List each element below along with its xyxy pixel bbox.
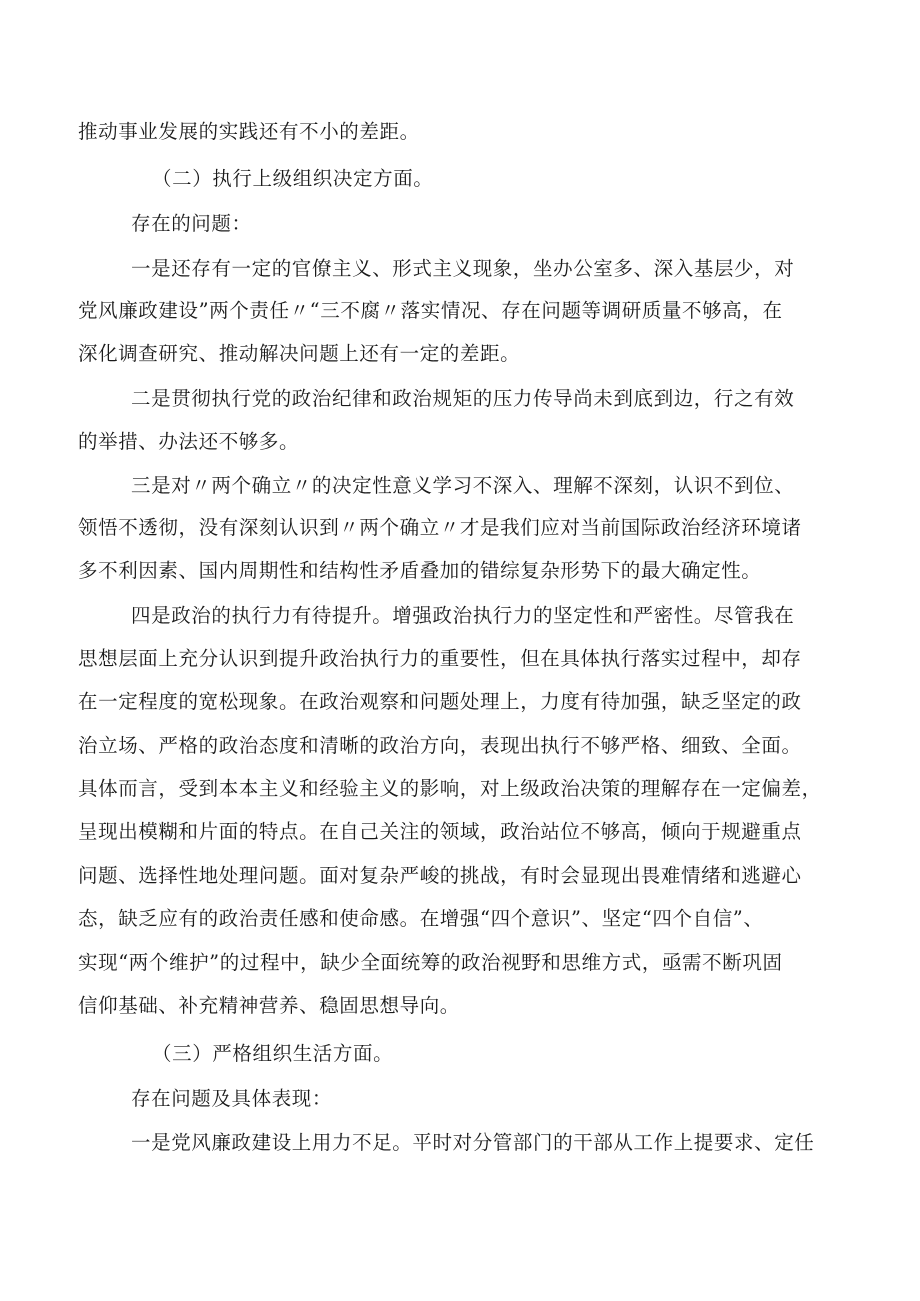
paragraph-line: 推动事业发展的实践还有不小的差距。 — [78, 120, 420, 143]
paragraph-line: 具体而言，受到本本主义和经验主义的影响，对上级政治决策的理解存在一定偏差， — [78, 777, 822, 800]
paragraph-line: 领悟不透彻，没有深刻认识到〃两个确立〃才是我们应对当前国际政治经济环境诸 — [78, 516, 802, 539]
paragraph-line: 二是贯彻执行党的政治纪律和政治规矩的压力传导尚未到底到边，行之有效 — [131, 387, 795, 410]
paragraph-line: 态，缺乏应有的政治责任感和使命感。在增强“四个意识”、坚定“四个自信”、 — [78, 907, 764, 930]
paragraph-line: 四是政治的执行力有待提升。增强政治执行力的坚定性和严密性。尽管我在 — [131, 604, 795, 627]
paragraph-line: 问题、选择性地处理问题。面对复杂严峻的挑战，有时会显现出畏难情绪和逃避心 — [78, 864, 802, 887]
paragraph-line: 一是党风廉政建设上用力不足。平时对分管部门的干部从工作上提要求、定任 — [131, 1131, 815, 1154]
paragraph-line: 思想层面上充分认识到提升政治执行力的重要性，但在具体执行落实过程中，却存 — [78, 647, 802, 670]
paragraph-line: 呈现出模糊和片面的特点。在自己关注的领域，政治站位不够高，倾向于规避重点 — [78, 820, 802, 843]
paragraph-line: 三是对〃两个确立〃的决定性意义学习不深入、理解不深刻，认识不到位、 — [131, 474, 795, 497]
paragraph-line: 党风廉政建设”两个责任〃“三不腐〃落实情况、存在问题等调研质量不够高，在 — [78, 299, 783, 322]
paragraph-line: 深化调查研究、推动解决问题上还有一定的差距。 — [78, 342, 521, 365]
section-heading: （二）执行上级组织决定方面。 — [152, 167, 434, 190]
paragraph-line: 实现“两个维护”的过程中，缺少全面统筹的政治视野和思维方式，亟需不断巩固 — [78, 951, 783, 974]
subheading: 存在问题及具体表现： — [131, 1087, 333, 1110]
paragraph-line: 在一定程度的宽松现象。在政治观察和问题处理上，力度有待加强，缺乏坚定的政 — [78, 690, 802, 713]
paragraph-line: 多不利因素、国内周期性和结构性矛盾叠加的错综复杂形势下的最大确定性。 — [78, 559, 762, 582]
paragraph-line: 信仰基础、补充精神营养、稳固思想导向。 — [78, 994, 460, 1017]
section-heading: （三）严格组织生活方面。 — [152, 1042, 394, 1065]
paragraph-line: 一是还存有一定的官僚主义、形式主义现象，坐办公室多、深入基层少，对 — [131, 257, 795, 280]
paragraph-line: 的举措、办法还不够多。 — [78, 430, 300, 453]
subheading: 存在的问题： — [131, 212, 252, 235]
paragraph-line: 治立场、严格的政治态度和清晰的政治方向，表现出执行不够严格、细致、全面。 — [78, 734, 802, 757]
